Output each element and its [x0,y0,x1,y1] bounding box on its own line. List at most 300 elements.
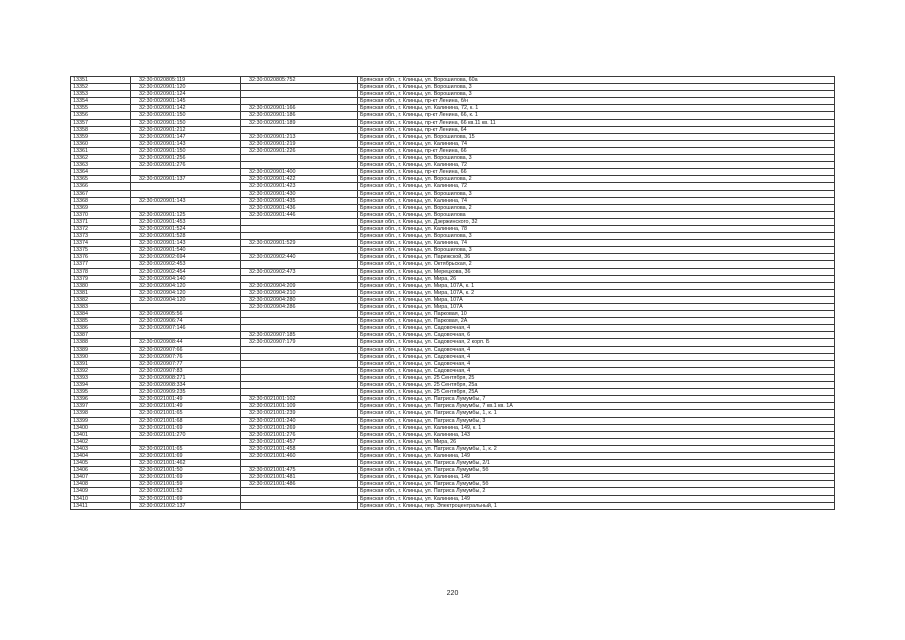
address-cell: Брянская обл., г. Клинцы, пр-кт Ленина, б/н [358,98,835,105]
table-row [71,410,835,417]
parcel-cadastral-cell: 32:30:0020907:77 [131,360,241,367]
row-number-cell: 13355 [71,105,131,112]
parcel-cadastral-cell: 32:30:0020901:150 [131,147,241,154]
row-number-cell: 13384 [71,311,131,318]
row-number-cell: 13408 [71,481,131,488]
address-cell: Брянская обл., г. Клинцы, ул. Мира, 107А, к. 2 [358,289,835,296]
table-row [71,140,835,147]
row-number-cell: 13396 [71,396,131,403]
row-number-cell: 13380 [71,282,131,289]
object-cadastral-cell [241,126,358,133]
parcel-cadastral-cell: 32:30:0020901:145 [131,98,241,105]
address-cell: Брянская обл., г. Клинцы, ул. Калинина, 72 [358,162,835,169]
row-number-cell: 13407 [71,474,131,481]
parcel-cadastral-cell: 32:30:0020904:120 [131,289,241,296]
row-number-cell: 13399 [71,417,131,424]
object-cadastral-cell [241,261,358,268]
parcel-cadastral-cell: 32:30:0020908:44 [131,339,241,346]
address-cell: Брянская обл., г. Клинцы, ул. Калинина, 149 [358,452,835,459]
table-row [71,495,835,502]
row-number-cell: 13382 [71,296,131,303]
object-cadastral-cell: 32:30:0020904:209 [241,282,358,289]
parcel-cadastral-cell: 32:30:0020901:150 [131,112,241,119]
parcel-cadastral-cell: 32:30:0021001:59 [131,481,241,488]
table-row [71,460,835,467]
table-row [71,204,835,211]
parcel-cadastral-cell: 32:30:0020906:74 [131,318,241,325]
address-cell: Брянская обл., г. Клинцы, ул. Садовочная, 4 [358,360,835,367]
object-cadastral-cell: 32:30:0020901:423 [241,183,358,190]
table-row [71,467,835,474]
parcel-cadastral-cell: 32:30:0020902:694 [131,254,241,261]
address-cell: Брянская обл., г. Клинцы, ул. Парковая, 2А [358,318,835,325]
address-cell: Брянская обл., г. Клинцы, ул. Ворошилова, 60а [358,77,835,84]
address-cell: Брянская обл., г. Клинцы, ул. Ворошилова, 3 [358,91,835,98]
address-cell: Брянская обл., г. Клинцы, ул. Парковая, 10 [358,311,835,318]
parcel-cadastral-cell [131,304,241,311]
address-cell: Брянская обл., г. Клинцы, ул. Мира, 26 [358,275,835,282]
address-cell: Брянская обл., г. Клинцы, ул. Октябрьская, 2 [358,261,835,268]
table-row [71,268,835,275]
object-cadastral-cell: 32:30:0021001:481 [241,474,358,481]
parcel-cadastral-cell: 32:30:0020901:276 [131,162,241,169]
row-number-cell: 13395 [71,389,131,396]
object-cadastral-cell: 32:30:0020907:179 [241,339,358,346]
table-row [71,147,835,154]
parcel-cadastral-cell: 32:30:0021001:69 [131,474,241,481]
table-row [71,424,835,431]
row-number-cell: 13398 [71,410,131,417]
parcel-cadastral-cell: 32:30:0020901:120 [131,84,241,91]
object-cadastral-cell: 32:30:0020901:219 [241,140,358,147]
parcel-cadastral-cell: 32:30:0020901:528 [131,233,241,240]
table-row [71,183,835,190]
table-row [71,311,835,318]
table-row [71,289,835,296]
table-row [71,481,835,488]
parcel-cadastral-cell: 32:30:0020902:453 [131,261,241,268]
address-cell: Брянская обл., г. Клинцы, ул. Дзержинского, 32 [358,218,835,225]
parcel-cadastral-cell: 32:30:0020805:119 [131,77,241,84]
object-cadastral-cell: 32:30:0020904:286 [241,304,358,311]
address-cell: Брянская обл., г. Клинцы, ул. Мерецкова, 36 [358,268,835,275]
row-number-cell: 13409 [71,488,131,495]
row-number-cell: 13373 [71,233,131,240]
address-cell: Брянская обл., г. Клинцы, ул. Ворошилова, 2 [358,176,835,183]
row-number-cell: 13365 [71,176,131,183]
row-number-cell: 13390 [71,353,131,360]
parcel-cadastral-cell: 32:30:0020901:524 [131,225,241,232]
table-row [71,169,835,176]
row-number-cell: 13386 [71,325,131,332]
row-number-cell: 13405 [71,460,131,467]
row-number-cell: 13400 [71,424,131,431]
address-cell: Брянская обл., г. Клинцы, ул. Ворошилова, 15 [358,133,835,140]
row-number-cell: 13394 [71,382,131,389]
parcel-cadastral-cell: 32:30:0021001:68 [131,417,241,424]
table-row [71,133,835,140]
row-number-cell: 13404 [71,452,131,459]
object-cadastral-cell [241,162,358,169]
address-cell: Брянская обл., г. Клинцы, ул. Мира, 26 [358,438,835,445]
parcel-cadastral-cell: 32:30:0020901:125 [131,211,241,218]
parcel-cadastral-cell: 32:30:0021001:69 [131,495,241,502]
table-row [71,218,835,225]
object-cadastral-cell [241,275,358,282]
table-row [71,431,835,438]
object-cadastral-cell: 32:30:0020901:529 [241,240,358,247]
parcel-cadastral-cell: 32:30:0020901:143 [131,240,241,247]
address-cell: Брянская обл., г. Клинцы, ул. Патриса Лумумбы, 2 [358,488,835,495]
address-cell: Брянская обл., г. Клинцы, ул. Патриса Лумумбы, 2/1 [358,460,835,467]
address-cell: Брянская обл., г. Клинцы, пр-кт Ленина, 66 [358,169,835,176]
address-cell: Брянская обл., г. Клинцы, ул. Патриса Лумумбы, 5б [358,481,835,488]
parcel-cadastral-cell: 32:30:0020909:235 [131,389,241,396]
row-number-cell: 13364 [71,169,131,176]
table-row [71,367,835,374]
table-row [71,360,835,367]
parcel-cadastral-cell: 32:30:0021001:69 [131,452,241,459]
address-cell: Брянская обл., г. Клинцы, ул. Калинина, 74 [358,197,835,204]
object-cadastral-cell: 32:30:0021001:269 [241,424,358,431]
table-row [71,353,835,360]
object-cadastral-cell: 32:30:0021001:458 [241,445,358,452]
row-number-cell: 13354 [71,98,131,105]
parcel-cadastral-cell [131,169,241,176]
table-row [71,445,835,452]
parcel-cadastral-cell: 32:30:0020907:76 [131,353,241,360]
parcel-cadastral-cell: 32:30:0020904:120 [131,296,241,303]
table-row [71,254,835,261]
address-cell: Брянская обл., г. Клинцы, ул. Ворошилова, 3 [358,233,835,240]
row-number-cell: 13411 [71,502,131,509]
address-cell: Брянская обл., г. Клинцы, ул. Парижской, 36 [358,254,835,261]
table-row [71,325,835,332]
object-cadastral-cell: 32:30:0020901:226 [241,147,358,154]
row-number-cell: 13369 [71,204,131,211]
object-cadastral-cell [241,218,358,225]
address-cell: Брянская обл., г. Клинцы, ул. Садовочная, 4 [358,346,835,353]
address-cell: Брянская обл., г. Клинцы, ул. Калинина, 72 [358,183,835,190]
address-cell: Брянская обл., г. Клинцы, ул. Калинина, 74 [358,140,835,147]
row-number-cell: 13392 [71,367,131,374]
object-cadastral-cell: 32:30:0020901:430 [241,190,358,197]
object-cadastral-cell: 32:30:0020901:422 [241,176,358,183]
table-row [71,488,835,495]
parcel-cadastral-cell: 32:30:0020901:212 [131,126,241,133]
address-cell: Брянская обл., г. Клинцы, ул. Патриса Лумумбы, 5б [358,467,835,474]
row-number-cell: 13378 [71,268,131,275]
parcel-cadastral-cell: 32:30:0020901:137 [131,176,241,183]
table-row [71,105,835,112]
object-cadastral-cell [241,389,358,396]
row-number-cell: 13406 [71,467,131,474]
parcel-cadastral-cell: 32:30:0020907:83 [131,367,241,374]
parcel-cadastral-cell: 32:30:0020908:271 [131,374,241,381]
table-row [71,119,835,126]
address-cell: Брянская обл., г. Клинцы, ул. Патриса Лумумбы, 1, к. 2 [358,445,835,452]
parcel-cadastral-cell: 32:30:0020901:540 [131,247,241,254]
parcel-cadastral-cell: 32:30:0020904:120 [131,282,241,289]
object-cadastral-cell: 32:30:0021001:109 [241,403,358,410]
row-number-cell: 13370 [71,211,131,218]
address-cell: Брянская обл., г. Клинцы, ул. Патриса Лумумбы, 7 [358,396,835,403]
row-number-cell: 13375 [71,247,131,254]
object-cadastral-cell: 32:30:0020901:213 [241,133,358,140]
table-row [71,84,835,91]
object-cadastral-cell [241,374,358,381]
object-cadastral-cell [241,502,358,509]
row-number-cell: 13358 [71,126,131,133]
table-row [71,474,835,481]
table-row [71,197,835,204]
parcel-cadastral-cell: 32:30:0020905:56 [131,311,241,318]
address-cell: Брянская обл., г. Клинцы, ул. Садовочная, 2 корп. Б [358,339,835,346]
table-row [71,318,835,325]
row-number-cell: 13379 [71,275,131,282]
address-cell: Брянская обл., г. Клинцы, пр-кт Ленина, 64 [358,126,835,133]
address-cell: Брянская обл., г. Клинцы, ул. Калинина, 149, к. 1 [358,424,835,431]
table-row [71,98,835,105]
object-cadastral-cell: 32:30:0020901:166 [241,105,358,112]
address-cell: Брянская обл., г. Клинцы, пр-кт Ленина, 66 кв.11 кв. 11 [358,119,835,126]
object-cadastral-cell [241,367,358,374]
object-cadastral-cell: 32:30:0020805:752 [241,77,358,84]
object-cadastral-cell [241,311,358,318]
table-row [71,240,835,247]
row-number-cell: 13397 [71,403,131,410]
row-number-cell: 13356 [71,112,131,119]
row-number-cell: 13351 [71,77,131,84]
row-number-cell: 13381 [71,289,131,296]
address-cell: Брянская обл., г. Клинцы, ул. Садовочная, 4 [358,325,835,332]
object-cadastral-cell: 32:30:0020901:189 [241,119,358,126]
parcel-cadastral-cell: 32:30:0020901:147 [131,133,241,140]
address-cell: Брянская обл., г. Клинцы, ул. 25 Сентября, 25А [358,389,835,396]
table-row [71,502,835,509]
row-number-cell: 13389 [71,346,131,353]
object-cadastral-cell [241,360,358,367]
parcel-cadastral-cell: 32:30:0020907:66 [131,346,241,353]
address-cell: Брянская обл., г. Клинцы, ул. Ворошилова [358,211,835,218]
table-row [71,403,835,410]
object-cadastral-cell [241,247,358,254]
row-number-cell: 13360 [71,140,131,147]
row-number-cell: 13357 [71,119,131,126]
table-row [71,296,835,303]
table-row [71,162,835,169]
row-number-cell: 13410 [71,495,131,502]
parcel-cadastral-cell: 32:30:0021001:462 [131,460,241,467]
parcel-cadastral-cell: 32:30:0020901:143 [131,197,241,204]
object-cadastral-cell: 32:30:0021001:457 [241,438,358,445]
table-row [71,155,835,162]
table-row [71,332,835,339]
object-cadastral-cell [241,325,358,332]
row-number-cell: 13352 [71,84,131,91]
table-row [71,417,835,424]
page-number: 220 [446,590,459,597]
parcel-cadastral-cell: 32:30:0020901:453 [131,218,241,225]
table-row [71,382,835,389]
table-row [71,225,835,232]
row-number-cell: 13362 [71,155,131,162]
object-cadastral-cell [241,155,358,162]
object-cadastral-cell [241,98,358,105]
table-row [71,452,835,459]
object-cadastral-cell: 32:30:0020901:435 [241,197,358,204]
row-number-cell: 13403 [71,445,131,452]
table-row [71,438,835,445]
row-number-cell: 13366 [71,183,131,190]
parcel-cadastral-cell: 32:30:0020902:454 [131,268,241,275]
table-row [71,91,835,98]
object-cadastral-cell [241,382,358,389]
row-number-cell: 13367 [71,190,131,197]
address-cell: Брянская обл., г. Клинцы, ул. Патриса Лумумбы, 3 [358,417,835,424]
parcel-cadastral-cell [131,438,241,445]
table-row [71,112,835,119]
table-row [71,261,835,268]
object-cadastral-cell: 32:30:0021001:102 [241,396,358,403]
object-cadastral-cell: 32:30:0020904:210 [241,289,358,296]
table-row [71,389,835,396]
row-number-cell: 13383 [71,304,131,311]
object-cadastral-cell [241,84,358,91]
object-cadastral-cell [241,91,358,98]
address-cell: Брянская обл., г. Клинцы, ул. Калинина, 149 [358,495,835,502]
address-cell: Брянская обл., г. Клинцы, ул. Калинина, 143 [358,431,835,438]
table-row [71,77,835,84]
object-cadastral-cell: 32:30:0021001:239 [241,410,358,417]
object-cadastral-cell: 32:30:0021001:475 [241,467,358,474]
row-number-cell: 13391 [71,360,131,367]
address-cell: Брянская обл., г. Клинцы, ул. Мира, 107А [358,296,835,303]
row-number-cell: 13401 [71,431,131,438]
parcel-cadastral-cell: 32:30:0021002:137 [131,502,241,509]
register-table-body [71,77,835,510]
table-row [71,339,835,346]
table-row [71,233,835,240]
table-row [71,190,835,197]
row-number-cell: 13385 [71,318,131,325]
row-number-cell: 13372 [71,225,131,232]
parcel-cadastral-cell: 32:30:0021001:65 [131,410,241,417]
row-number-cell: 13353 [71,91,131,98]
table-row [71,247,835,254]
address-cell: Брянская обл., г. Клинцы, ул. 25 Сентября, 25а [358,382,835,389]
parcel-cadastral-cell: 32:30:0020901:124 [131,91,241,98]
object-cadastral-cell: 32:30:0021001:460 [241,452,358,459]
address-cell: Брянская обл., г. Клинцы, ул. Патриса Лумумбы, 1, к. 1 [358,410,835,417]
address-cell: Брянская обл., г. Клинцы, ул. Ворошилова, 3 [358,84,835,91]
parcel-cadastral-cell: 32:30:0021001:270 [131,431,241,438]
object-cadastral-cell: 32:30:0020902:440 [241,254,358,261]
parcel-cadastral-cell: 32:30:0020904:140 [131,275,241,282]
row-number-cell: 13376 [71,254,131,261]
row-number-cell: 13368 [71,197,131,204]
parcel-cadastral-cell: 32:30:0020901:142 [131,105,241,112]
row-number-cell: 13374 [71,240,131,247]
table-row [71,275,835,282]
object-cadastral-cell: 32:30:0020907:185 [241,332,358,339]
address-cell: Брянская обл., г. Клинцы, ул. Калинина, 149 [358,474,835,481]
table-row [71,282,835,289]
parcel-cadastral-cell: 32:30:0021001:65 [131,445,241,452]
object-cadastral-cell [241,225,358,232]
address-cell: Брянская обл., г. Клинцы, ул. Ворошилова, 3 [358,190,835,197]
address-cell: Брянская обл., г. Клинцы, ул. Калинина, 74 [358,240,835,247]
object-cadastral-cell: 32:30:0020902:473 [241,268,358,275]
row-number-cell: 13402 [71,438,131,445]
address-cell: Брянская обл., г. Клинцы, ул. Мира, 107А [358,304,835,311]
parcel-cadastral-cell: 32:30:0021001:50 [131,467,241,474]
table-row [71,126,835,133]
parcel-cadastral-cell [131,204,241,211]
row-number-cell: 13361 [71,147,131,154]
parcel-cadastral-cell: 32:30:0020901:143 [131,140,241,147]
table-row [71,211,835,218]
address-cell: Брянская обл., г. Клинцы, пр-кт Ленина, 66, к. 1 [358,112,835,119]
object-cadastral-cell [241,495,358,502]
address-cell: Брянская обл., г. Клинцы, ул. 25 Сентября, 25 [358,374,835,381]
object-cadastral-cell: 32:30:0020901:436 [241,204,358,211]
parcel-cadastral-cell: 32:30:0020907:146 [131,325,241,332]
table-row [71,176,835,183]
object-cadastral-cell: 32:30:0021001:486 [241,481,358,488]
parcel-cadastral-cell: 32:30:0020908:334 [131,382,241,389]
address-cell: Брянская обл., г. Клинцы, ул. Ворошилова, 3 [358,155,835,162]
row-number-cell: 13377 [71,261,131,268]
address-cell: Брянская обл., г. Клинцы, ул. Ворошилова, 2 [358,204,835,211]
object-cadastral-cell [241,318,358,325]
object-cadastral-cell: 32:30:0021001:240 [241,417,358,424]
address-cell: Брянская обл., г. Клинцы, ул. Мира, 107А, к. 1 [358,282,835,289]
object-cadastral-cell [241,460,358,467]
parcel-cadastral-cell [131,332,241,339]
table-row [71,304,835,311]
address-cell: Брянская обл., г. Клинцы, пер. Электроцентральный, 1 [358,502,835,509]
table-row [71,346,835,353]
parcel-cadastral-cell: 32:30:0021001:69 [131,424,241,431]
address-cell: Брянская обл., г. Клинцы, ул. Садовочная, 4 [358,353,835,360]
row-number-cell: 13359 [71,133,131,140]
object-cadastral-cell [241,488,358,495]
object-cadastral-cell: 32:30:0020901:446 [241,211,358,218]
table-row [71,396,835,403]
object-cadastral-cell [241,233,358,240]
object-cadastral-cell [241,346,358,353]
parcel-cadastral-cell [131,183,241,190]
parcel-cadastral-cell: 32:30:0021001:49 [131,403,241,410]
parcel-cadastral-cell: 32:30:0021001:52 [131,488,241,495]
row-number-cell: 13363 [71,162,131,169]
row-number-cell: 13387 [71,332,131,339]
object-cadastral-cell: 32:30:0020901:186 [241,112,358,119]
parcel-cadastral-cell [131,190,241,197]
parcel-cadastral-cell: 32:30:0020901:256 [131,155,241,162]
row-number-cell: 13393 [71,374,131,381]
address-cell: Брянская обл., г. Клинцы, ул. Садовочная, 6 [358,332,835,339]
object-cadastral-cell: 32:30:0020901:400 [241,169,358,176]
row-number-cell: 13388 [71,339,131,346]
table-row [71,374,835,381]
object-cadastral-cell: 32:30:0021001:276 [241,431,358,438]
address-cell: Брянская обл., г. Клинцы, ул. Садовочная, 4 [358,367,835,374]
parcel-cadastral-cell: 32:30:0021001:49 [131,396,241,403]
parcel-cadastral-cell: 32:30:0020901:150 [131,119,241,126]
address-cell: Брянская обл., г. Клинцы, ул. Патриса Лумумбы, 7 кв.1 кв. 1А [358,403,835,410]
